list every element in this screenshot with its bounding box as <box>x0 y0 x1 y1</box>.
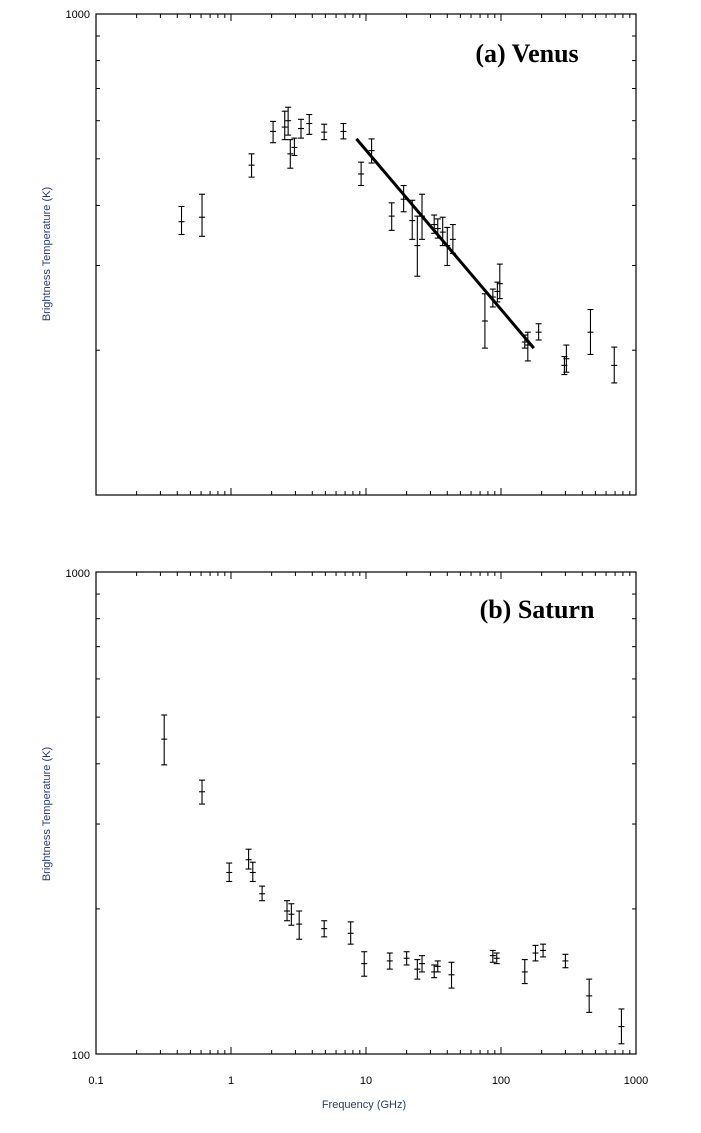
saturn-x-axis-label: Frequency (GHz) <box>321 1099 407 1111</box>
saturn-plot-frame <box>96 572 636 1054</box>
venus-data-point <box>340 124 346 139</box>
venus-data-point <box>611 347 617 383</box>
venus-data-point <box>287 140 293 169</box>
saturn-x-tick-label: 1 <box>227 1075 235 1087</box>
venus-data-point <box>199 194 205 236</box>
saturn-data-point <box>618 1009 624 1044</box>
saturn-data-point <box>250 862 256 881</box>
saturn-data-point <box>540 944 546 957</box>
venus-title: (a) Venus <box>475 39 579 68</box>
venus-data-point <box>536 324 542 340</box>
saturn-data-point <box>161 715 167 765</box>
venus-data-point <box>249 154 255 177</box>
venus-data-point <box>587 310 593 355</box>
saturn-data-point <box>562 954 568 967</box>
venus-data-point <box>291 138 297 155</box>
saturn-x-tick-label: 1000 <box>623 1075 649 1087</box>
saturn-panel <box>41 568 648 1111</box>
saturn-data-point <box>414 960 420 980</box>
venus-y-axis-label: Brightness Temperature (K) <box>41 186 53 322</box>
saturn-data-point <box>361 952 367 976</box>
saturn-data-point <box>404 952 410 965</box>
saturn-data-point <box>449 962 455 988</box>
saturn-data-point <box>387 953 393 969</box>
venus-data-point <box>179 206 185 234</box>
saturn-data-point <box>296 911 302 939</box>
saturn-title: (b) Saturn <box>479 595 595 624</box>
saturn-data-point <box>586 979 592 1012</box>
saturn-data-point <box>522 960 528 984</box>
venus-data-point <box>482 294 488 348</box>
venus-data-point <box>414 216 420 276</box>
venus-data-point <box>358 162 364 185</box>
saturn-data-point <box>226 863 232 881</box>
venus-y-tick-label-top: 1000 <box>65 9 90 21</box>
saturn-data-point <box>435 961 441 972</box>
saturn-y-axis-label: Brightness Temperature (K) <box>41 746 53 882</box>
saturn-data-point <box>490 950 496 962</box>
saturn-x-tick-label: 100 <box>491 1075 511 1087</box>
venus-data-point <box>306 115 312 135</box>
saturn-x-tick-label: 10 <box>359 1075 373 1087</box>
venus-panel <box>41 9 636 495</box>
saturn-data-point <box>246 849 252 869</box>
saturn-data-point <box>199 780 205 804</box>
saturn-data-point <box>348 922 354 944</box>
saturn-data-point <box>321 921 327 937</box>
venus-data-point <box>298 119 304 138</box>
venus-data-point <box>321 124 327 139</box>
saturn-x-tick-label: 0.1 <box>88 1075 104 1087</box>
saturn-y-tick-label-bottom: 100 <box>71 1050 90 1062</box>
venus-fit-line <box>356 139 533 348</box>
saturn-y-tick-label-top: 1000 <box>65 568 90 580</box>
saturn-data-point <box>532 945 538 961</box>
venus-plot-frame <box>96 14 636 495</box>
venus-data-point <box>389 203 395 231</box>
saturn-data-point <box>259 886 265 901</box>
saturn-data-point <box>288 904 294 925</box>
venus-data-point <box>270 121 276 142</box>
